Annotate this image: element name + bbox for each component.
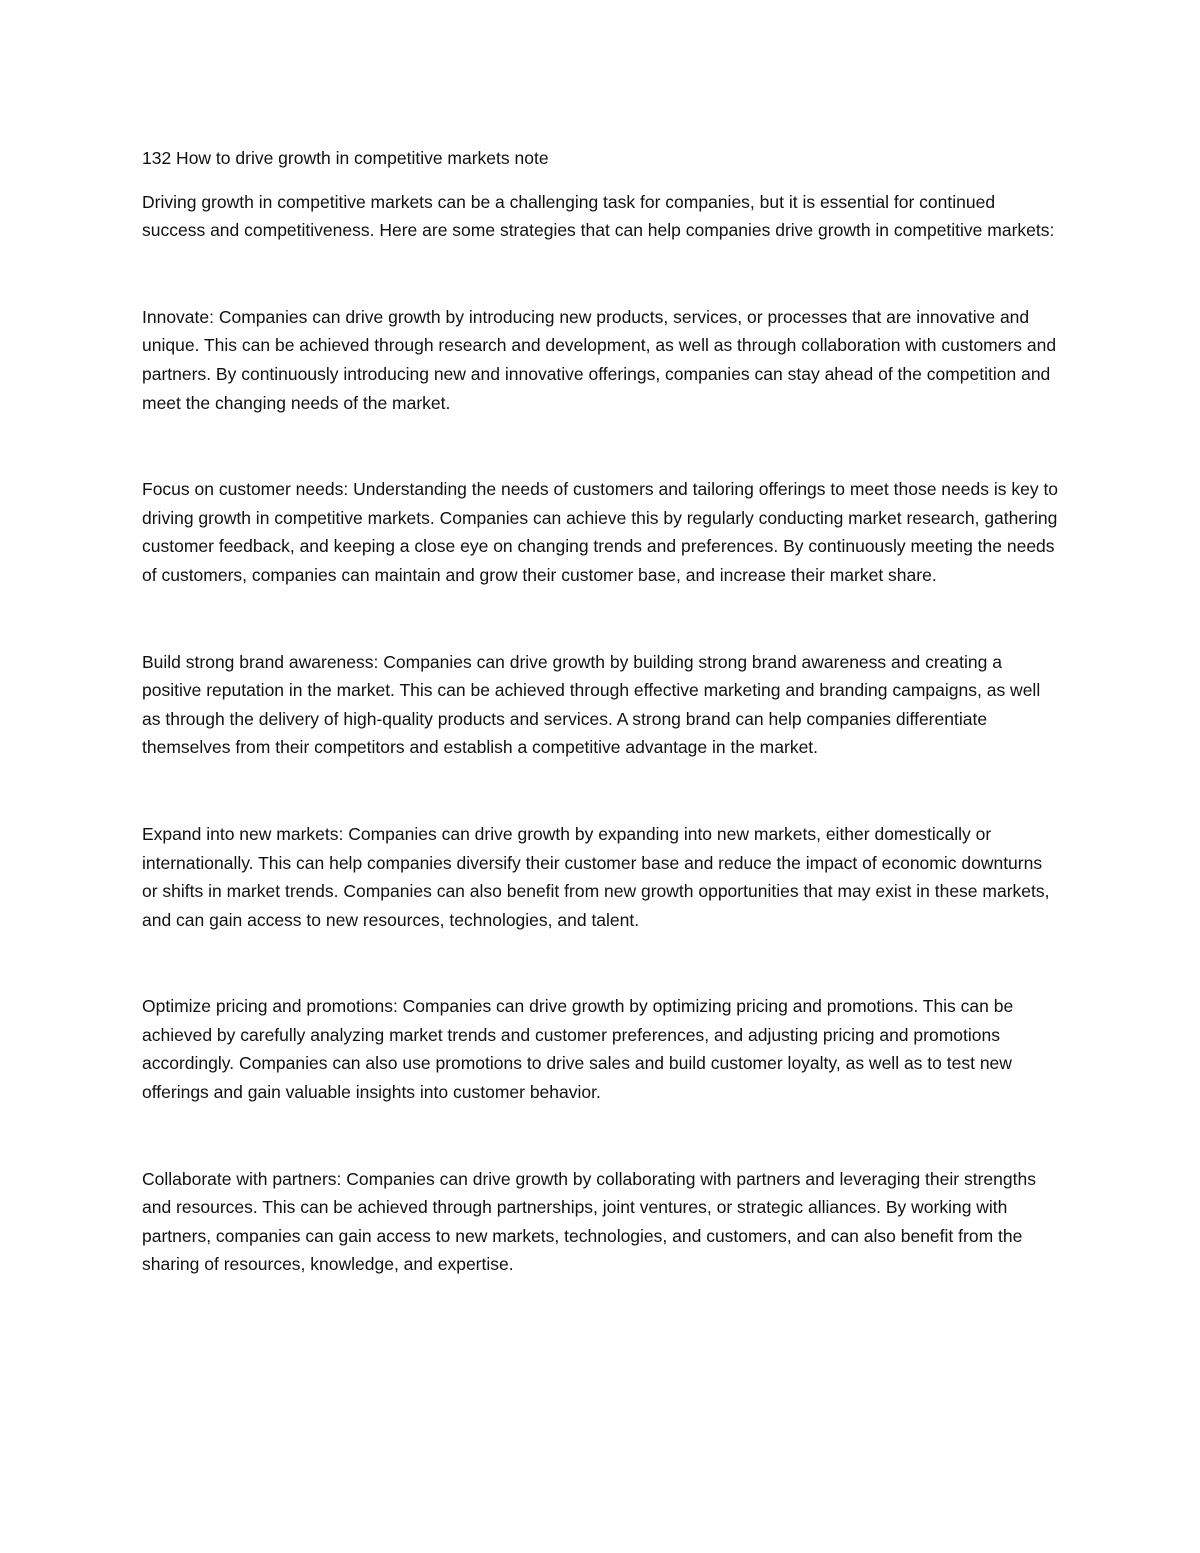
paragraph-spacer [142,934,1062,992]
paragraph-spacer [142,1107,1062,1165]
paragraph-innovate: Innovate: Companies can drive growth by introducing new products, services, or processes that are innovative and unique. This can be achieved through research and development, as well as through collaboration with customers and partners. By continuously introducing new and innovative offerings, companies can stay ahead of the competition and meet the changing needs of the market. [142,306,1057,413]
paragraph-partners: Collaborate with partners: Companies can drive growth by collaborating with partners and leveraging their strengths and resources. This can be achieved through partnerships, joint ventures, or strategic alliances. By working with partners, companies can gain access to new markets, technologies, and customers, and can also benefit from the sharing of resources, knowledge, and expertise. [142,1168,1036,1275]
paragraph-customer-needs: Focus on customer needs: Understanding the needs of customers and tailoring offerings to meet those needs is key to driving growth in competitive markets. Companies can achieve this by regularly conducting market research, gathering customer feedback, and keeping a close eye on changing trends and preferences. By continuously meeting the needs of customers, companies can maintain and grow their customer base, and increase their market share. [142,479,1059,585]
paragraph-spacer [142,417,1062,475]
paragraph-brand-awareness: Build strong brand awareness: Companies can drive growth by building strong brand awareness and creating a positive reputation in the market. This can be achieved through effective marketing and branding campaigns, as well as through the delivery of high-quality products and services. A strong brand can help companies differentiate themselves from their competitors and establish a competitive advantage in the market. [142,651,1041,758]
intro-paragraph: Driving growth in competitive markets can be a challenging task for companies, but it is essential for continued success and competitiveness. Here are some strategies that can help companies drive growth in competitive markets: [142,191,1055,241]
paragraph-spacer [142,590,1062,648]
paragraph-spacer [142,762,1062,820]
document-body [142,144,1062,1279]
paragraph-spacer [142,245,1062,303]
paragraph-new-markets: Expand into new markets: Companies can drive growth by expanding into new markets, either domestically or internationally. This can help companies diversify their customer base and reduce the impact of economic downturns or shifts in market trends. Companies can also benefit from new growth opportunities that may exist in these markets, and can gain access to new resources, technologies, and talent. [142,823,1050,930]
paragraph-pricing-promotions: Optimize pricing and promotions: Companies can drive growth by optimizing pricing and promotions. This can be achieved by carefully analyzing market trends and customer preferences, and adjusting pricing and promotions accordingly. Companies can also use promotions to drive sales and build customer loyalty, as well as to test new offerings and gain valuable insights into customer behavior. [142,996,1014,1103]
document-title: 132 How to drive growth in competitive markets note [142,148,549,168]
